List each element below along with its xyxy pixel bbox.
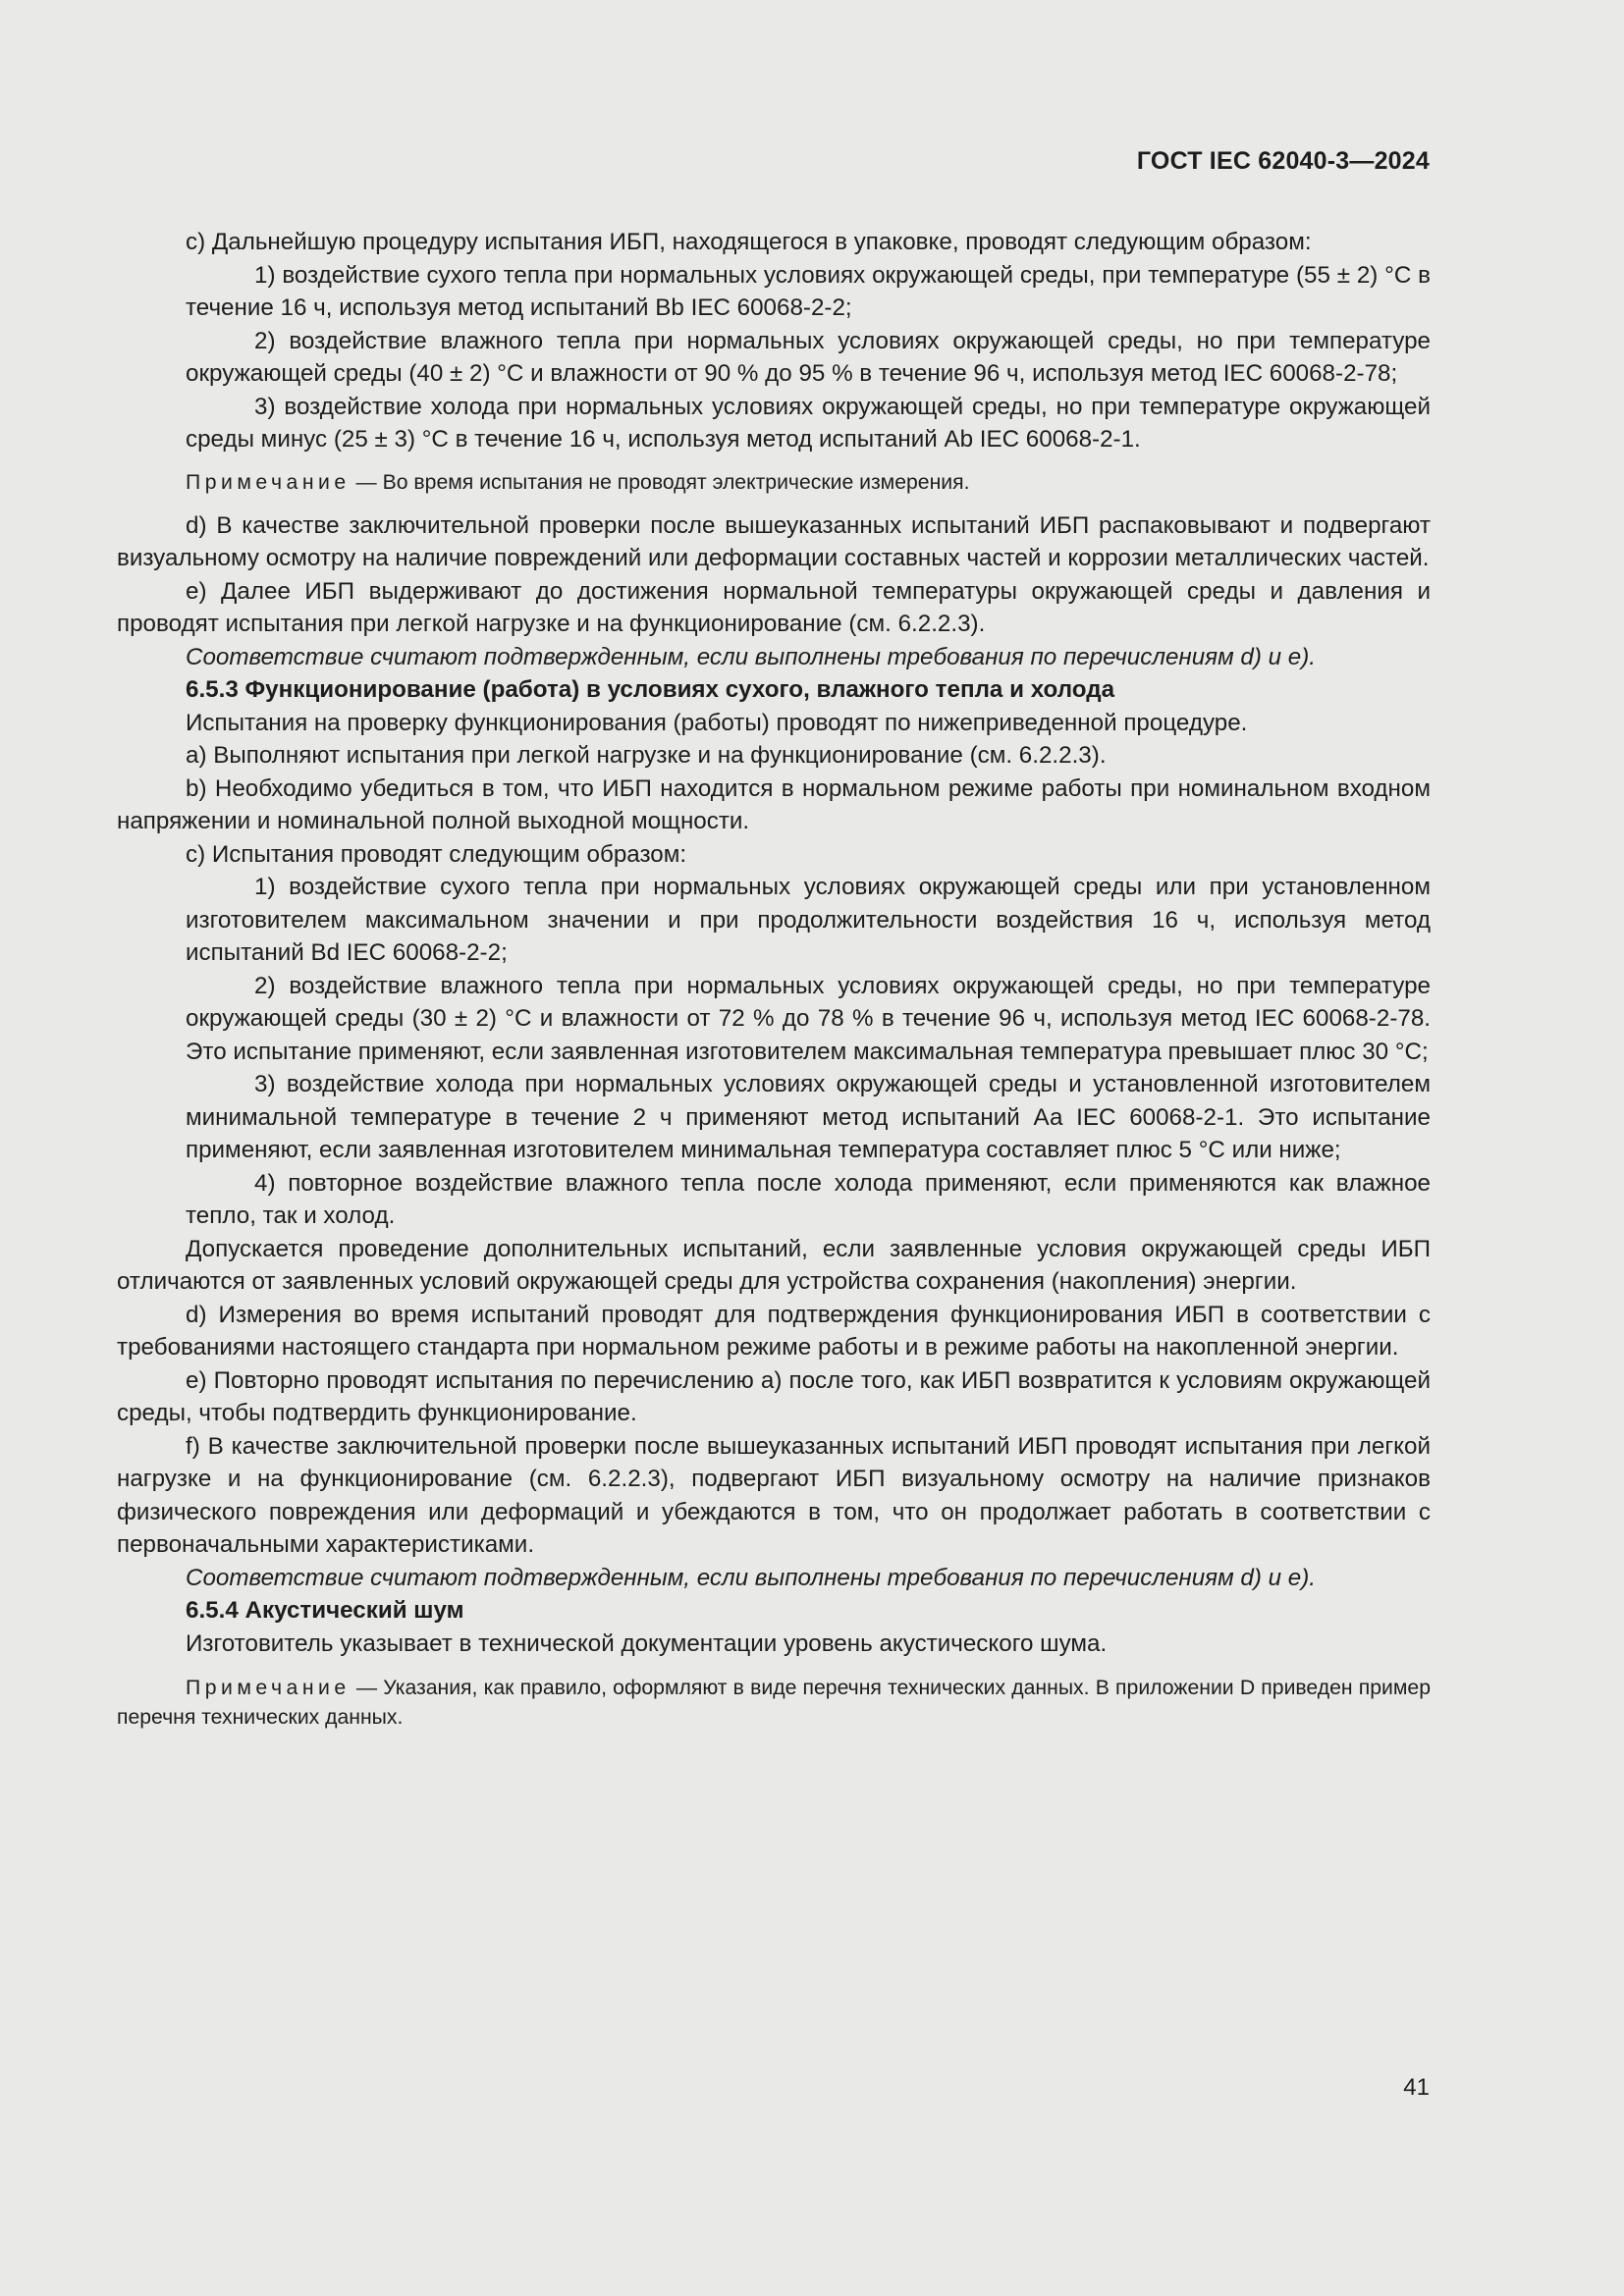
section-6-5-3-item-f: f) В качестве заключительной проверки после вышеуказанных испытаний ИБП проводят испытания при легкой нагрузке и на функционирование (см. 6.2.2.3), подвергают ИБП визуальному осмотру на наличие признаков физического повреждения или деформаций и убеждаются в том, что он продолжает работать в соответствии с первоначальными характеристиками.	[117, 1432, 1431, 1558]
page-number: 41	[1403, 2074, 1430, 2101]
section-6-5-3-item-c-4: 4) повторное воздействие влажного тепла после холода применяют, если применяются как влажное тепло, так и холод.	[186, 1169, 1431, 1229]
document-body	[117, 226, 1431, 1733]
section-6-5-3-item-e: e) Повторно проводят испытания по перечислению а) после того, как ИБП возвратится к условиям окружающей среды, чтобы подтвердить функционирование.	[117, 1366, 1431, 1426]
paragraph-c-item-1: 1) воздействие сухого тепла при нормальных условиях окружающей среды, при температуре (55 ± 2) °С в течение 16 ч, используя метод испытаний Bb IEC 60068-2-2;	[186, 261, 1431, 321]
section-6-5-3-item-c: с) Испытания проводят следующим образом:	[186, 840, 687, 868]
note-2	[117, 1674, 1431, 1733]
note-1	[117, 468, 1431, 498]
section-6-5-4-text: Изготовитель указывает в технической документации уровень акустического шума.	[186, 1629, 1108, 1657]
section-6-5-3-item-c-3: 3) воздействие холода при нормальных условиях окружающей среды и установленной изготовителем минимальной температуре в течение 2 ч применяют метод испытаний Аа IEC 60068-2-1. Это испытание применяют, если заявленная изготовителем минимальная температура составляет плюс 5 °С или ниже;	[186, 1071, 1431, 1163]
paragraph-c-intro: c) Дальнейшую процедуру испытания ИБП, находящегося в упаковке, проводят следующим образом:	[186, 229, 1312, 255]
paragraph-e: e) Далее ИБП выдерживают до достижения нормальной температуры окружающей среды и давления и проводят испытания при легкой нагрузке и на функционирование (см. 6.2.2.3).	[117, 577, 1431, 637]
section-heading-6-5-4: 6.5.4 Акустический шум	[186, 1597, 464, 1624]
note-1-label: Примечание	[186, 470, 351, 494]
section-6-5-3-additional-tests: Допускается проведение дополнительных испытаний, если заявленные условия окружающей среды ИБП отличаются от заявленных условий окружающей среды для устройства сохранения (накопления) энергии.	[117, 1235, 1431, 1295]
section-6-5-3-item-c-2: 2) воздействие влажного тепла при нормальных условиях окружающей среды, но при температуре окружающей среды (30 ± 2) °С и влажности от 72 % до 78 % в течение 96 ч, используя метод IEC 60068-2-78. Это испытание применяют, если заявленная изготовителем максимальная температура превышает плюс 30 °С;	[186, 972, 1431, 1065]
section-heading-6-5-3: 6.5.3 Функционирование (работа) в условиях сухого, влажного тепла и холода	[186, 676, 1115, 703]
document-header: ГОСТ IEC 62040-3—2024	[1136, 147, 1430, 175]
note-2-text: — Указания, как правило, оформляют в виде перечня технических данных. В приложении D приведен пример перечня технических данных.	[117, 1677, 1431, 1729]
section-6-5-3-intro: Испытания на проверку функционирования (работы) проводят по нижеприведенной процедуре.	[186, 709, 1248, 736]
compliance-statement-2: Соответствие считают подтвержденным, если выполнены требования по перечислениям d) и e).	[186, 1564, 1317, 1591]
section-6-5-3-item-c-1: 1) воздействие сухого тепла при нормальных условиях окружающей среды или при установленном изготовителем максимальном значении и при продолжительности воздействия 16 ч, используя метод испытаний Bd IEC 60068-2-2;	[186, 874, 1431, 966]
paragraph-c-item-3: 3) воздействие холода при нормальных условиях окружающей среды, но при температуре окружающей среды минус (25 ± 3) °С в течение 16 ч, используя метод испытаний Ab IEC 60068-2-1.	[186, 393, 1431, 453]
compliance-statement-1: Соответствие считают подтвержденным, если выполнены требования по перечислениям d) и e).	[186, 643, 1317, 670]
section-6-5-3-item-b: b) Необходимо убедиться в том, что ИБП находится в нормальном режиме работы при номинальном входном напряжении и номинальной полной выходной мощности.	[117, 774, 1431, 834]
paragraph-d: d) В качестве заключительной проверки после вышеуказанных испытаний ИБП распаковывают и подвергают визуальному осмотру на наличие повреждений или деформации составных частей и коррозии металлических частей.	[117, 511, 1431, 571]
paragraph-c-item-2: 2) воздействие влажного тепла при нормальных условиях окружающей среды, но при температуре окружающей среды (40 ± 2) °С и влажности от 90 % до 95 % в течение 96 ч, используя метод IEC 60068-2-78;	[186, 327, 1431, 387]
section-6-5-3-item-d: d) Измерения во время испытаний проводят для подтверждения функционирования ИБП в соответствии с требованиями настоящего стандарта при нормальном режиме работы и в режиме работы на накопленной энергии.	[117, 1301, 1431, 1361]
note-2-label: Примечание	[186, 1677, 351, 1699]
section-6-5-3-item-a: а) Выполняют испытания при легкой нагрузке и на функционирование (см. 6.2.2.3).	[186, 742, 1107, 769]
note-1-text: — Во время испытания не проводят электрические измерения.	[350, 470, 970, 494]
